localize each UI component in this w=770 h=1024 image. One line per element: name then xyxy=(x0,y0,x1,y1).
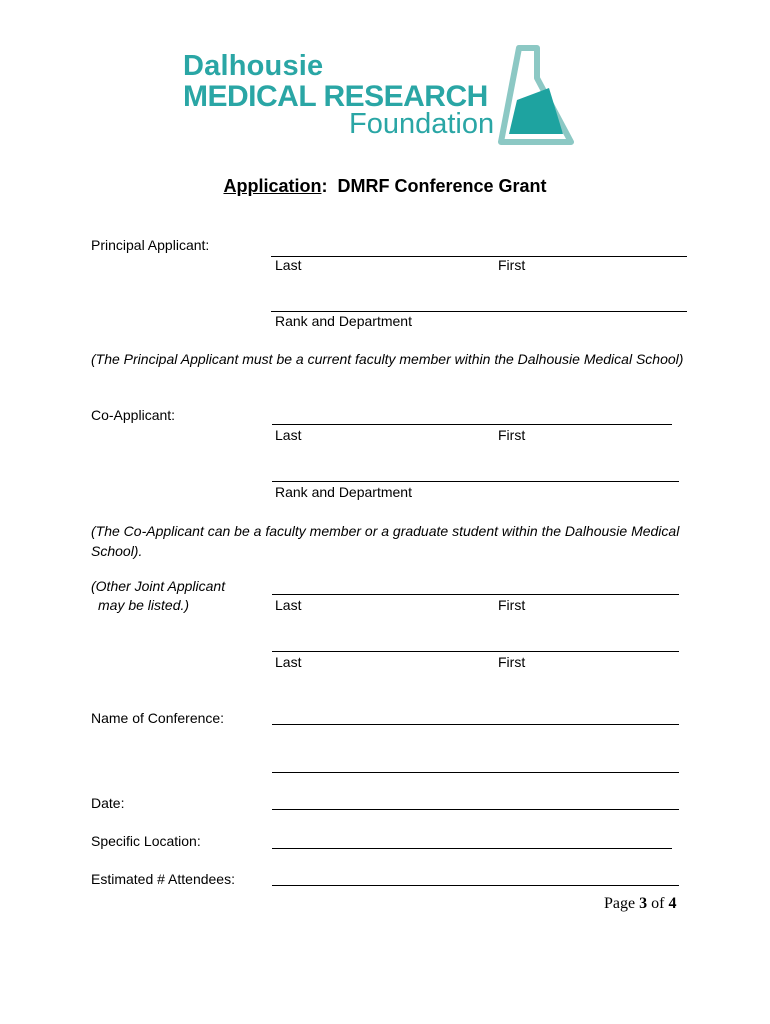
co-rank-line[interactable] xyxy=(272,481,679,482)
page-number: Page 3 of 4 xyxy=(604,895,677,912)
co-name-line[interactable] xyxy=(272,424,672,425)
co-rank-caption: Rank and Department xyxy=(275,484,412,500)
location-label: Specific Location: xyxy=(91,833,201,849)
principal-last-caption: Last xyxy=(275,257,302,273)
logo-medical-research-text: MEDICAL RESEARCH xyxy=(183,80,488,113)
principal-rank-line[interactable] xyxy=(271,311,687,312)
date-label: Date: xyxy=(91,795,125,811)
other-applicant-label-line2: may be listed.) xyxy=(98,597,190,613)
other-last-caption-2: Last xyxy=(275,654,302,670)
principal-name-line[interactable] xyxy=(271,256,687,257)
other-first-caption-2: First xyxy=(498,654,526,670)
other-applicant-label-line1: (Other Joint Applicant xyxy=(91,578,226,594)
principal-rank-caption: Rank and Department xyxy=(275,313,412,329)
attendees-label: Estimated # Attendees: xyxy=(91,871,235,887)
principal-applicant-label: Principal Applicant: xyxy=(91,237,210,253)
co-applicant-label: Co-Applicant: xyxy=(91,407,176,423)
logo-foundation-text: Foundation xyxy=(349,108,495,140)
page-title: Application: DMRF Conference Grant xyxy=(223,176,547,196)
attendees-line[interactable] xyxy=(272,885,679,886)
other-name-line-2[interactable] xyxy=(272,651,679,652)
conference-name-line-2[interactable] xyxy=(272,772,679,773)
conference-name-label: Name of Conference: xyxy=(91,710,225,726)
co-last-caption: Last xyxy=(275,427,302,443)
date-line[interactable] xyxy=(272,809,679,810)
conference-name-line-1[interactable] xyxy=(272,724,679,725)
logo-dalhousie-text: Dalhousie xyxy=(183,50,324,82)
principal-first-caption: First xyxy=(498,257,526,273)
principal-note: (The Principal Applicant must be a current faculty member within the Dalhousie Medical School) xyxy=(91,351,684,367)
co-first-caption: First xyxy=(498,427,526,443)
location-line[interactable] xyxy=(272,848,672,849)
co-note: (The Co-Applicant can be a faculty member or a graduate student within the Dalhousie Medical School). xyxy=(91,523,680,559)
other-first-caption-1: First xyxy=(498,597,526,613)
other-name-line-1[interactable] xyxy=(272,594,679,595)
other-last-caption-1: Last xyxy=(275,597,302,613)
flask-icon xyxy=(497,44,575,146)
